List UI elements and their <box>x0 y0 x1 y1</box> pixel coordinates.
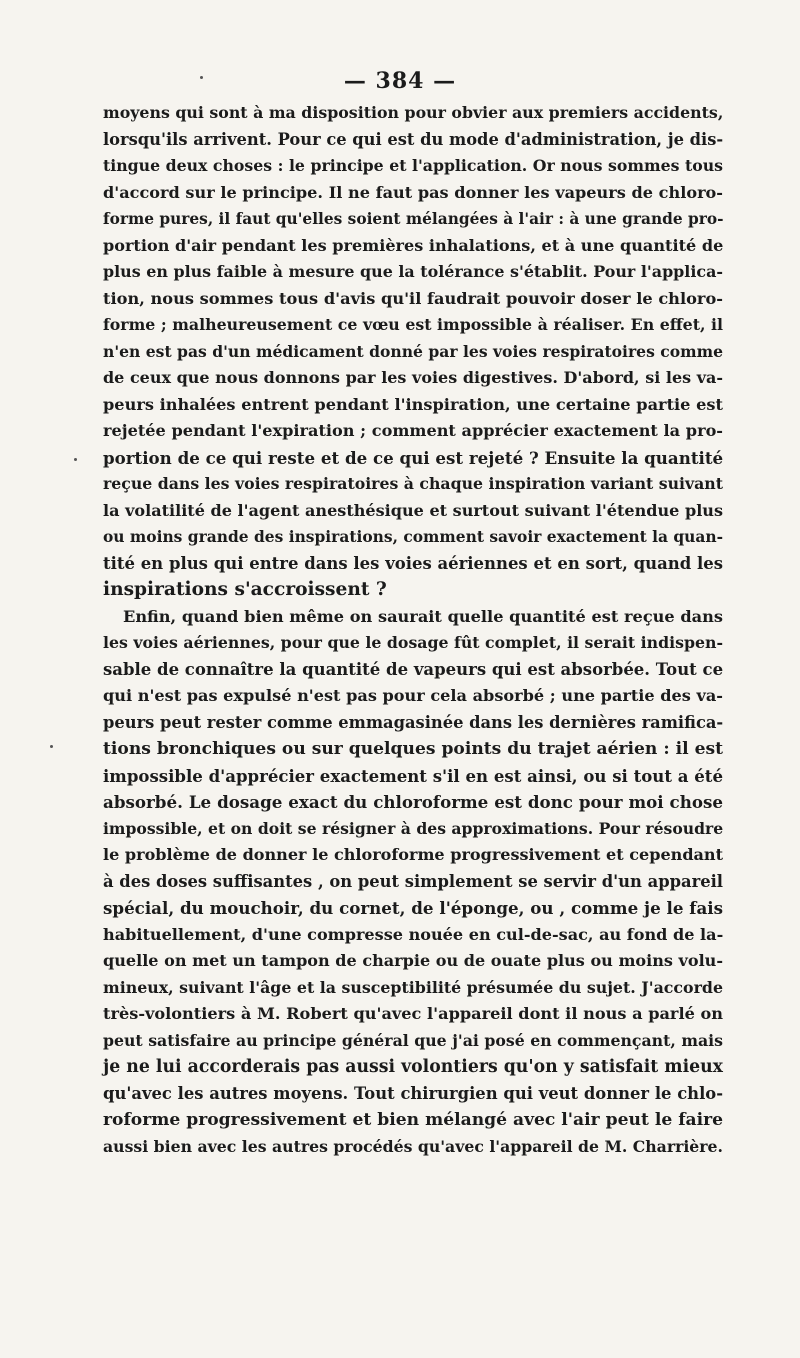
text-line: peurs peut rester comme emmagasinée dans les dernières ramifica- <box>103 712 724 732</box>
ink-speck <box>200 76 203 79</box>
body-text <box>103 100 723 1160</box>
text-line: rejetée pendant l'expiration ; comment apprécier exactement la pro- <box>103 421 723 440</box>
text-line: peurs inhalées entrent pendant l'inspiration, une certaine partie est <box>103 394 723 414</box>
text-line: portion de ce qui reste et de ce qui est rejeté ? Ensuite la quantité <box>103 447 724 468</box>
text-line: moyens qui sont à ma disposition pour obvier aux premiers accidents, <box>103 103 724 122</box>
text-line: quelle on met un tampon de charpie ou de ouate plus ou moins volu- <box>103 951 723 970</box>
text-line: reçue dans les voies respiratoires à chaque inspiration variant suivant <box>103 474 723 493</box>
text-line: très-volontiers à M. Robert qu'avec l'appareil dont il nous a parlé on <box>103 1004 723 1023</box>
text-line: roforme progressivement et bien mélangé avec l'air peut le faire <box>103 1110 724 1130</box>
text-line: tion, nous sommes tous d'avis qu'il faudrait pouvoir doser le chloro- <box>103 288 723 308</box>
text-line: le problème de donner le chloroforme progressivement et cependant <box>103 845 724 864</box>
text-line: la volatilité de l'agent anesthésique et surtout suivant l'étendue plus <box>103 500 723 520</box>
text-line: peut satisfaire au principe général que j'ai posé en commençant, mais <box>103 1030 723 1050</box>
text-line: habituellement, d'une compresse nouée en cul-de-sac, au fond de la- <box>103 924 724 944</box>
text-line: à des doses suffisantes , on peut simplement se servir d'un appareil <box>103 871 723 891</box>
text-line: Enfin, quand bien même on saurait quelle quantité est reçue dans <box>123 606 723 626</box>
text-line: n'en est pas d'un médicament donné par les voies respiratoires comme <box>103 341 724 361</box>
text-line: qui n'est pas expulsé n'est pas pour cela absorbé ; une partie des va- <box>103 686 723 705</box>
text-line: tité en plus qui entre dans les voies aériennes et en sort, quand les <box>103 553 723 573</box>
text-line: impossible, et on doit se résigner à des approximations. Pour résoudre <box>103 818 724 838</box>
text-line: absorbé. Le dosage exact du chloroforme est donc pour moi chose <box>103 792 723 812</box>
page-number: — 384 — <box>343 68 457 94</box>
text-line: tions bronchiques ou sur quelques points du trajet aérien : il est <box>103 739 723 759</box>
ink-speck <box>50 745 53 748</box>
text-line: sable de connaître la quantité de vapeurs qui est absorbée. Tout ce <box>103 659 724 679</box>
text-line: mineux, suivant l'âge et la susceptibilité présumée du sujet. J'accorde <box>103 977 723 997</box>
text-line: ou moins grande des inspirations, comment savoir exactement la quan- <box>103 527 724 546</box>
text-line: spécial, du mouchoir, du cornet, de l'éponge, ou , comme je le fais <box>103 898 723 918</box>
text-line: d'accord sur le principe. Il ne faut pas donner les vapeurs de chloro- <box>103 182 723 202</box>
text-line: plus en plus faible à mesure que la tolérance s'établit. Pour l'applica- <box>103 262 723 281</box>
text-line: de ceux que nous donnons par les voies digestives. D'abord, si les va- <box>103 368 723 387</box>
text-line: forme ; malheureusement ce vœu est impossible à réaliser. En effet, il <box>103 315 723 334</box>
text-line: aussi bien avec les autres procédés qu'avec l'appareil de M. Charrière. <box>103 1136 723 1156</box>
text-line: portion d'air pendant les premières inhalations, et à une quantité de <box>103 235 724 255</box>
text-line: inspirations s'accroissent ? <box>103 579 387 600</box>
text-line: forme pures, il faut qu'elles soient mélangées à l'air : à une grande pro- <box>103 210 724 228</box>
text-line: impossible d'apprécier exactement s'il en est ainsi, ou si tout a été <box>103 765 723 786</box>
text-line: qu'avec les autres moyens. Tout chirurgien qui veut donner le chlo- <box>103 1083 723 1103</box>
text-line: les voies aériennes, pour que le dosage fût complet, il serait indispen- <box>103 633 723 652</box>
text-line: tingue deux choses : le principe et l'application. Or nous sommes tous <box>103 156 723 175</box>
ink-speck <box>74 458 77 461</box>
text-line: lorsqu'ils arrivent. Pour ce qui est du mode d'administration, je dis- <box>103 129 724 149</box>
text-line: je ne lui accorderais pas aussi volontiers qu'on y satisfait mieux <box>103 1057 723 1077</box>
